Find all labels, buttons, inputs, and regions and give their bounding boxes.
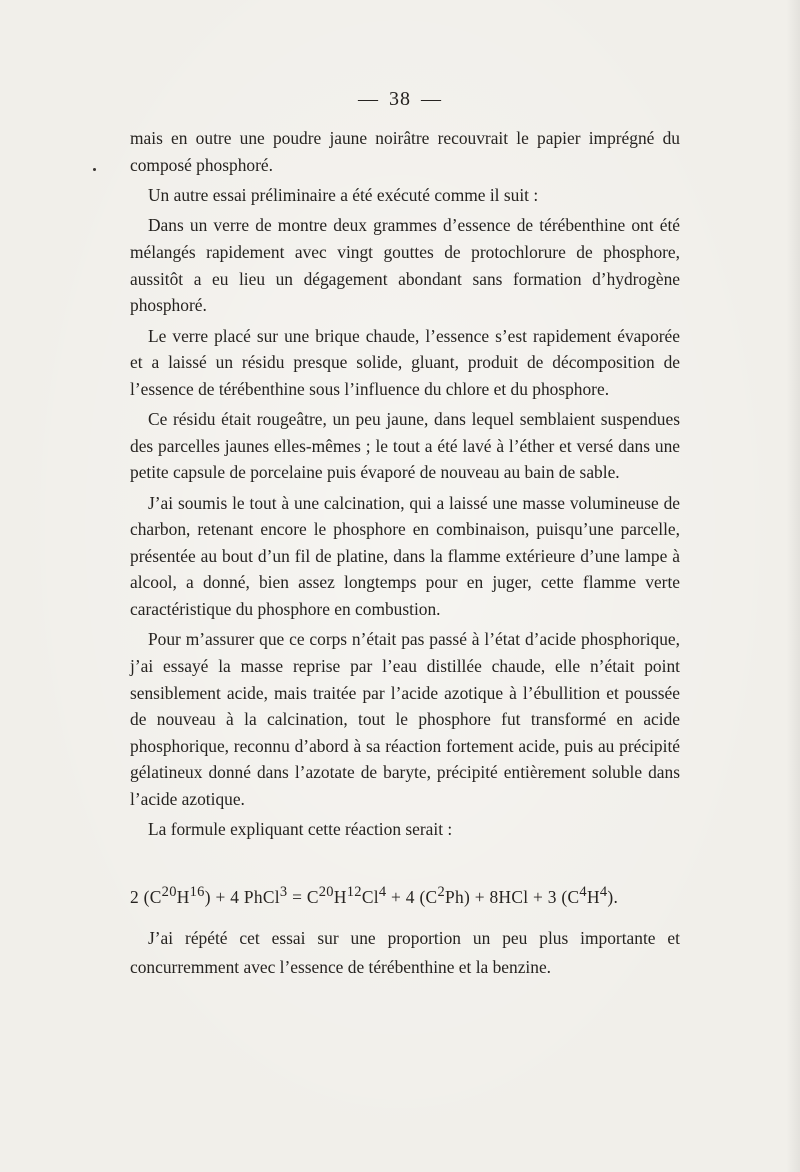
paragraph: Dans un verre de montre deux grammes d’essence de térébenthine ont été mélangés rapidement avec vingt gouttes de protochlorure de phosphore, aussitôt a eu lieu un dégagement abondant sans formation d’hydrogène phosphoré. xyxy=(130,215,680,316)
equation-superscript: 3 xyxy=(279,884,288,900)
paragraph: Un autre essai préliminaire a été exécuté comme il suit : xyxy=(148,184,539,205)
equation-superscript: 2 xyxy=(437,884,446,900)
equation-superscript: 16 xyxy=(189,884,205,900)
paragraph: Le verre placé sur une brique chaude, l’essence s’est rapidement évaporée et a laissé un résidu presque solide, gluant, produit de décomposition de l’essence de térébenthine sous l’influence du chlore et du phosphore. xyxy=(130,325,680,399)
equation-text: ). xyxy=(607,886,619,907)
formula-intro: La formule expliquant cette réaction serait : xyxy=(148,819,453,840)
equation-superscript: 20 xyxy=(161,884,177,900)
equation-text: Cl xyxy=(361,886,379,907)
body-text xyxy=(130,125,680,847)
equation-text: Ph) + 8HCl + 3 (C xyxy=(445,886,580,907)
equation-text: H xyxy=(333,886,347,907)
equation-superscript: 4 xyxy=(579,884,587,900)
equation-text: = C xyxy=(287,886,319,907)
paragraph: Pour m’assurer que ce corps n’était pas passé à l’état d’acide phosphorique, j’ai essayé la masse reprise par l’eau distillée chaude, elle n’était point sensiblement acide, mais traitée par l’acide azotique à l’ébullition et poussée de nouveau à la calcination, tout le phosphore fut transformé en acide phosphorique, reconnu d’abord à sa réaction fortement acide, puis au précipité gélatineux donné dans l’azotate de baryte, précipité entièrement soluble dans l’acide azotique. xyxy=(130,629,680,810)
page-edge-shadow xyxy=(786,0,800,1172)
paragraph-continuation: mais en outre une poudre jaune noirâtre recouvrait le papier imprégné du composé phosphoré. xyxy=(130,128,680,175)
equation-text: + 4 (C xyxy=(386,886,438,907)
paragraph: Ce résidu était rougeâtre, un peu jaune, dans lequel semblaient suspendues des parcelles jaunes elles-mêmes ; le tout a été lavé à l’éther et versé dans une petite capsule de porcelaine puis évaporé de nouveau au bain de sable. xyxy=(130,409,680,483)
paragraph: J’ai répété cet essai sur une proportion un peu plus importante et concurremment avec l’essence de térébenthine et la benzine. xyxy=(130,928,680,977)
page-number: — 38 — xyxy=(358,88,442,110)
closing-text xyxy=(130,924,680,981)
stray-ink-mark xyxy=(93,168,96,171)
equation-text: ) + 4 PhCl xyxy=(204,886,280,907)
chemical-equation xyxy=(130,878,690,911)
equation-superscript: 20 xyxy=(318,884,334,900)
paragraph: J’ai soumis le tout à une calcination, qui a laissé une masse volumineuse de charbon, retenant encore le phosphore en combinaison, puisqu’une parcelle, présentée au bout d’un fil de platine, dans la flamme extérieure d’une lampe à alcool, a donné, bien assez longtemps pour en juger, cette flamme verte caractéristique du phosphore en combustion. xyxy=(130,492,680,620)
equation-superscript: 12 xyxy=(346,884,362,900)
equation-superscript: 4 xyxy=(378,884,387,900)
equation-text: H xyxy=(586,886,600,907)
equation-text: 2 (C xyxy=(130,886,162,907)
equation-superscript: 4 xyxy=(599,884,608,900)
equation-text: H xyxy=(176,886,190,907)
